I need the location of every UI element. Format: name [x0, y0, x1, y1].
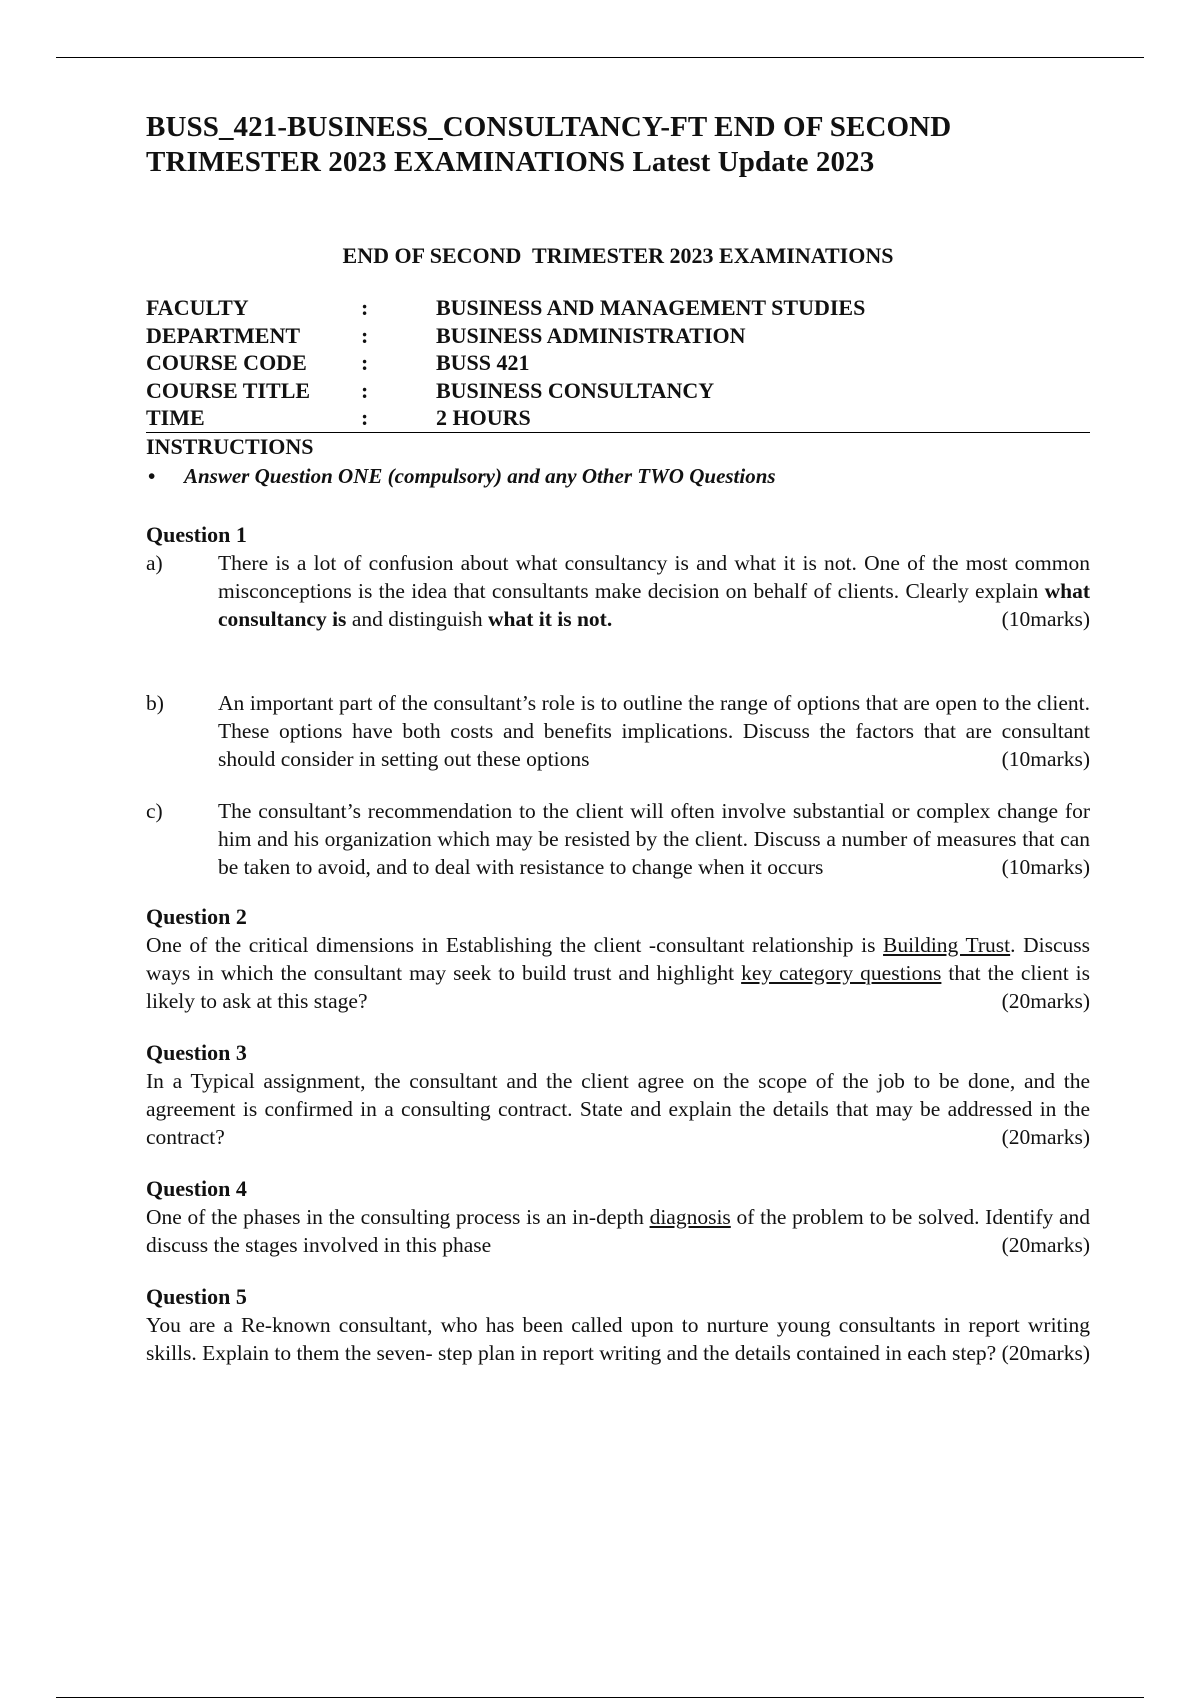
info-label: DEPARTMENT	[146, 322, 301, 348]
instruction-item	[146, 461, 1090, 491]
sub-question-letter: c)	[146, 798, 163, 823]
info-row-course-title	[146, 377, 1090, 405]
info-label: COURSE TITLE	[146, 377, 311, 403]
info-label: FACULTY	[146, 295, 249, 320]
text-segment: that the client is likely to ask at this stage?	[146, 960, 1091, 1013]
text-segment: An important part of the consultant’s role is to outline the range of options that are open to the client. These options have both costs and benefits implications. Discuss the factors that are consultant should consider in setting out these options	[218, 690, 1090, 771]
info-label: COURSE CODE	[146, 350, 307, 375]
info-value: BUSINESS CONSULTANCY	[436, 377, 715, 403]
question-3	[146, 1039, 1090, 1151]
bold-segment: what consultancy is	[218, 578, 1090, 631]
question-1	[146, 521, 1090, 881]
info-value: BUSINESS ADMINISTRATION	[436, 322, 746, 348]
marks-label: (20marks)	[1001, 1340, 1090, 1365]
question-heading: Question 5	[146, 1283, 247, 1309]
exam-heading: END OF SECOND TRIMESTER 2023 EXAMINATIONS	[342, 243, 894, 268]
marks-label: (10marks)	[1001, 854, 1090, 879]
info-colon: :	[361, 350, 369, 375]
info-value: BUSS 421	[436, 350, 530, 375]
info-row-faculty	[146, 294, 1090, 322]
question-text	[146, 1311, 1090, 1367]
marks-label: (10marks)	[1001, 746, 1090, 771]
question-1a	[146, 549, 1090, 633]
question-heading: Question 4	[146, 1175, 247, 1201]
text-segment: There is a lot of confusion about what consultancy is and what it is not. One of the most common misconceptions is the idea that consultants make decision on behalf of clients. Clearly explain	[218, 550, 1090, 603]
text-segment: One of the critical dimensions in Establishing the client -consultant relationship is	[146, 932, 884, 957]
question-heading: Question 3	[146, 1039, 247, 1065]
info-colon: :	[361, 377, 369, 403]
info-row-time	[146, 404, 1090, 432]
sub-question-letter: a)	[146, 550, 163, 575]
document-title	[146, 110, 1090, 180]
question-1c	[146, 797, 1090, 881]
question-heading: Question 1	[146, 521, 247, 547]
text-segment: One of the phases in the consulting process is an in-depth	[146, 1204, 650, 1229]
text-segment: and distinguish	[346, 606, 488, 631]
text-segment: of the problem to be solved. Identify and discuss the stages involved in this phase	[146, 1204, 1090, 1257]
sub-question-text	[218, 549, 1090, 633]
info-value: BUSINESS AND MANAGEMENT STUDIES	[436, 295, 866, 320]
marks-label: (20marks)	[1001, 1232, 1090, 1257]
exam-page	[146, 110, 1090, 1367]
info-colon: :	[361, 405, 369, 430]
instructions-heading: INSTRUCTIONS	[146, 433, 314, 459]
info-label: TIME	[146, 405, 205, 430]
question-5	[146, 1283, 1090, 1367]
bottom-rule	[56, 1697, 1144, 1698]
question-4	[146, 1175, 1090, 1259]
text-segment: In a Typical assignment, the consultant and the client agree on the scope of the job to be done, and the agreement is confirmed in a consulting contract. State and explain the details that may be addressed in the contract?	[146, 1068, 1090, 1149]
underlined-segment: Building Trust	[883, 932, 1011, 957]
instruction-text: Answer Question ONE (compulsory) and any Other TWO Questions	[184, 463, 776, 488]
marks-label: (20marks)	[1001, 988, 1090, 1013]
question-1b	[146, 689, 1090, 773]
question-2	[146, 903, 1090, 1015]
question-text	[146, 1203, 1090, 1259]
sub-question-letter: b)	[146, 690, 164, 715]
title-line-1: BUSS_421-BUSINESS_CONSULTANCY-FT END OF SECOND	[146, 111, 952, 143]
title-line-2: TRIMESTER 2023 EXAMINATIONS Latest Update 2023	[146, 146, 875, 178]
course-info-table	[146, 294, 1090, 433]
underlined-segment: key category questions	[741, 960, 942, 985]
info-row-course-code	[146, 349, 1090, 377]
text-segment: The consultant’s recommendation to the client will often involve substantial or complex change for him and his organization which may be resisted by the client. Discuss a number of measures that can be taken to avoid, and to deal with resistance to change when it occurs	[218, 798, 1090, 879]
bullet-icon: •	[148, 463, 156, 488]
sub-question-text	[218, 797, 1090, 881]
info-value: 2 HOURS	[436, 405, 531, 430]
question-text	[146, 931, 1090, 1015]
top-rule	[56, 57, 1144, 58]
marks-label: (20marks)	[1001, 1124, 1090, 1149]
text-segment: You are a Re-known consultant, who has been called upon to nurture young consultants in report writing skills. Explain to them the seven- step plan in report writing and the details contained in each step?	[146, 1312, 1090, 1365]
marks-label: (10marks)	[1001, 606, 1090, 631]
info-colon: :	[361, 295, 369, 320]
text-segment: . Discuss ways in which the consultant may seek to build trust and highlight	[146, 932, 1090, 985]
question-text	[146, 1067, 1090, 1151]
bold-segment: what it is not.	[487, 606, 613, 631]
underlined-segment: diagnosis	[649, 1204, 731, 1229]
info-colon: :	[361, 322, 369, 348]
question-heading: Question 2	[146, 903, 247, 929]
info-row-department	[146, 322, 1090, 350]
sub-question-text	[218, 689, 1090, 773]
